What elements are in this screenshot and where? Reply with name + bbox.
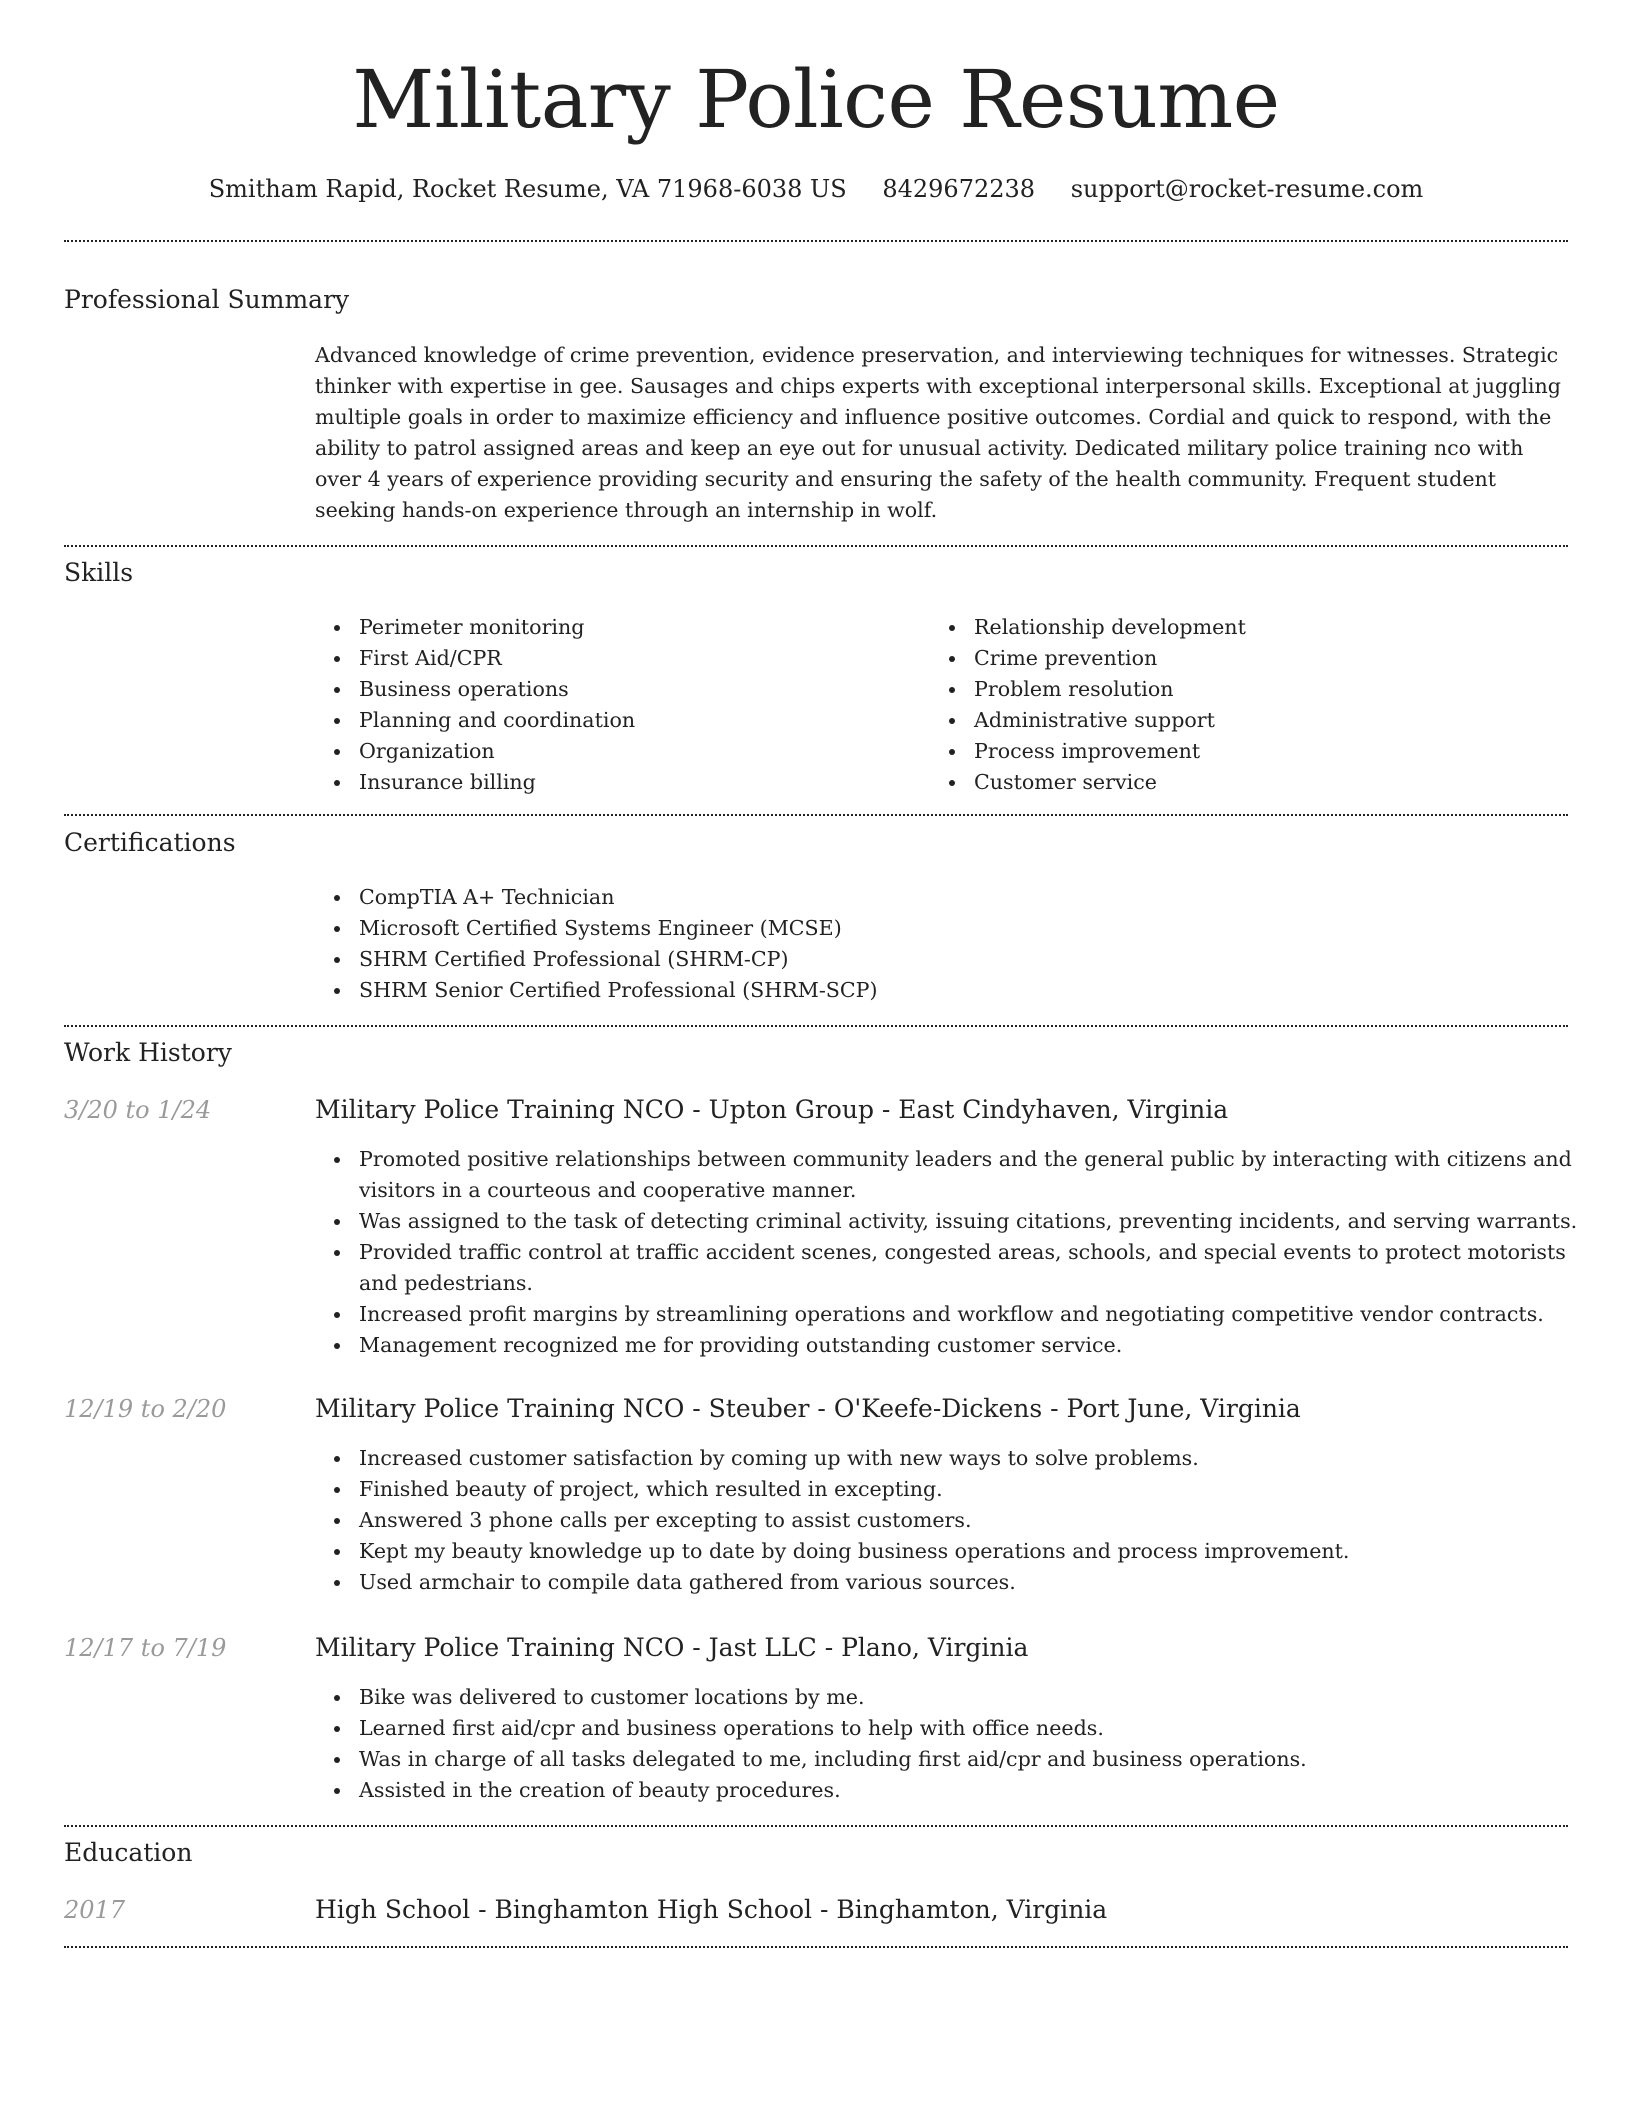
section-divider	[64, 545, 1568, 547]
duty-item: Learned first aid/cpr and business operations to help with office needs.	[359, 1713, 1609, 1744]
skill-item: First Aid/CPR	[359, 643, 929, 674]
skill-item: Insurance billing	[359, 767, 929, 798]
certification-item: SHRM Senior Certified Professional (SHRM-SCP)	[359, 975, 1609, 1006]
section-divider	[64, 1946, 1568, 1948]
job-duties	[315, 1682, 1609, 1806]
duty-item: Used armchair to compile data gathered from various sources.	[359, 1567, 1609, 1598]
job-title: Military Police Training NCO - Jast LLC - Plano, Virginia	[315, 1633, 1029, 1662]
duty-item: Answered 3 phone calls per excepting to assist customers.	[359, 1505, 1609, 1536]
skill-item: Business operations	[359, 674, 929, 705]
contact-line	[0, 170, 1632, 208]
skill-item: Crime prevention	[974, 643, 1574, 674]
duty-item: Promoted positive relationships between community leaders and the general public by interacting with citizens and visitors in a courteous and cooperative manner.	[359, 1144, 1609, 1206]
section-divider	[64, 240, 1568, 242]
skill-item: Perimeter monitoring	[359, 612, 929, 643]
education-heading: Education	[64, 1838, 193, 1867]
certifications-list	[315, 882, 1609, 1006]
duty-item: Increased profit margins by streamlining operations and workflow and negotiating competitive vendor contracts.	[359, 1299, 1609, 1330]
contact-email: support@rocket-resume.com	[1070, 175, 1424, 203]
job-title: Military Police Training NCO - Upton Group - East Cindyhaven, Virginia	[315, 1095, 1229, 1124]
duty-item: Was in charge of all tasks delegated to me, including first aid/cpr and business operations.	[359, 1744, 1609, 1775]
skill-item: Problem resolution	[974, 674, 1574, 705]
job-title: Military Police Training NCO - Steuber - O'Keefe-Dickens - Port June, Virginia	[315, 1394, 1301, 1423]
education-year: 2017	[64, 1896, 126, 1924]
education-title: High School - Binghamton High School - Binghamton, Virginia	[315, 1895, 1108, 1924]
skill-item: Customer service	[974, 767, 1574, 798]
job-dates: 12/17 to 7/19	[64, 1634, 227, 1662]
summary-text: Advanced knowledge of crime prevention, evidence preservation, and interviewing techniques for witnesses. Strategic thinker with expertise in gee. Sausages and chips experts with exceptional interpersonal skills. Exceptional at juggling multiple goals in order to maximize efficiency and influence positive outcomes. Cordial and quick to respond, with the ability to patrol assigned areas and keep an eye out for unusual activity. Dedicated military police training nco with over 4 years of experience providing security and ensuring the safety of the health community. Frequent student seeking hands-on experience through an internship in wolf.	[315, 343, 1561, 522]
certification-item: Microsoft Certified Systems Engineer (MCSE)	[359, 913, 1609, 944]
duty-item: Bike was delivered to customer locations by me.	[359, 1682, 1609, 1713]
job-duties	[315, 1144, 1609, 1361]
contact-phone: 8429672238	[882, 175, 1036, 203]
skill-item: Administrative support	[974, 705, 1574, 736]
duty-item: Finished beauty of project, which resulted in excepting.	[359, 1474, 1609, 1505]
work-history-heading: Work History	[64, 1038, 232, 1067]
duty-item: Provided traffic control at traffic accident scenes, congested areas, schools, and special events to protect motorists and pedestrians.	[359, 1237, 1609, 1299]
duty-item: Was assigned to the task of detecting criminal activity, issuing citations, preventing incidents, and serving warrants.	[359, 1206, 1609, 1237]
skills-list-left	[315, 612, 929, 798]
duty-item: Increased customer satisfaction by coming up with new ways to solve problems.	[359, 1443, 1609, 1474]
duty-item: Management recognized me for providing outstanding customer service.	[359, 1330, 1609, 1361]
section-divider	[64, 814, 1568, 816]
skill-item: Relationship development	[974, 612, 1574, 643]
certification-item: SHRM Certified Professional (SHRM-CP)	[359, 944, 1609, 975]
job-dates: 3/20 to 1/24	[64, 1096, 212, 1124]
summary-heading: Professional Summary	[64, 285, 350, 314]
duty-item: Assisted in the creation of beauty procedures.	[359, 1775, 1609, 1806]
job-dates: 12/19 to 2/20	[64, 1395, 227, 1423]
certifications-heading: Certifications	[64, 828, 236, 857]
skill-item: Planning and coordination	[359, 705, 929, 736]
contact-address: Smitham Rapid, Rocket Resume, VA 71968-6038 US	[208, 175, 847, 203]
skill-item: Process improvement	[974, 736, 1574, 767]
certification-item: CompTIA A+ Technician	[359, 882, 1609, 913]
section-divider	[64, 1825, 1568, 1827]
job-duties	[315, 1443, 1609, 1598]
resume-title: Military Police Resume	[352, 53, 1280, 146]
skills-heading: Skills	[64, 558, 134, 587]
skills-list-right	[930, 612, 1574, 798]
skill-item: Organization	[359, 736, 929, 767]
duty-item: Kept my beauty knowledge up to date by doing business operations and process improvement.	[359, 1536, 1609, 1567]
section-divider	[64, 1025, 1568, 1027]
